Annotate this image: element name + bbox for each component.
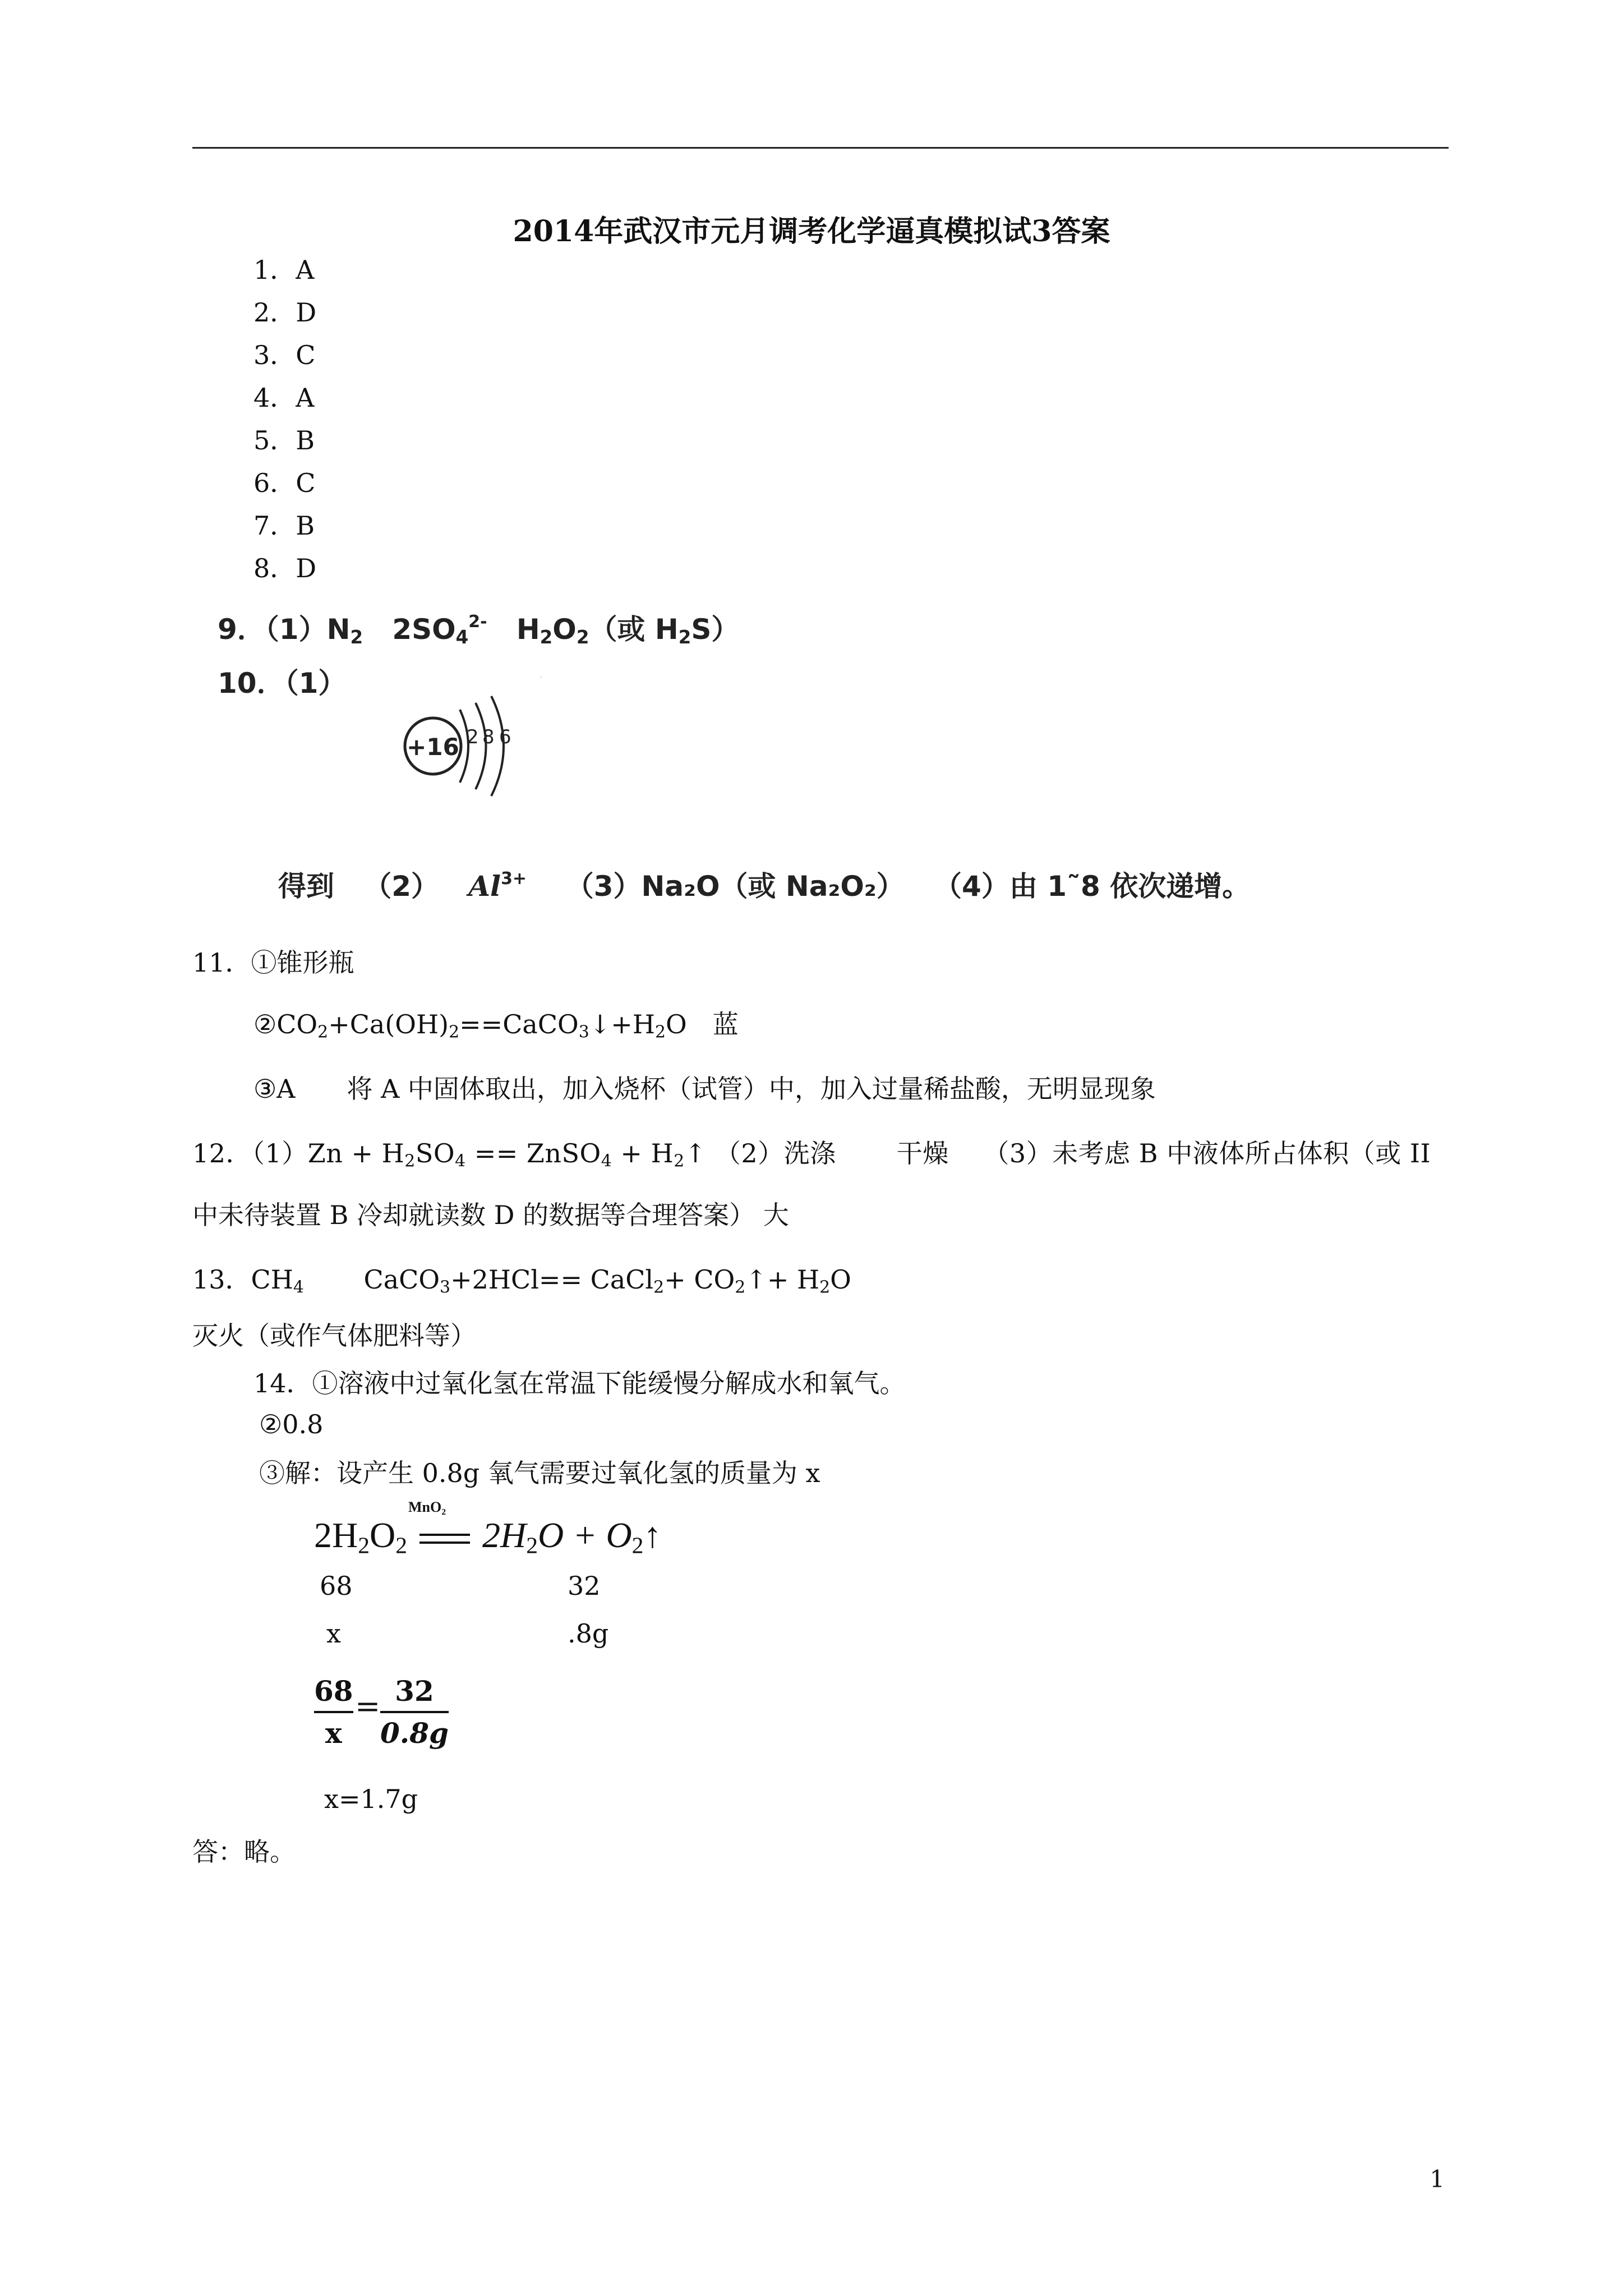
q11-line3: ③A 将 A 中固体取出，加入烧杯（试管）中，加入过量稀盐酸，无明显现象 (253, 1074, 1156, 1104)
q12-line2: 中未待装置 B 冷却就读数 D 的数据等合理答案） 大 (192, 1200, 789, 1230)
mass-ratio-o2: 32 (568, 1571, 601, 1601)
q11-line1: 11．①锥形瓶 (192, 947, 354, 978)
q10-label: 10．（1） (218, 667, 347, 700)
final-answer: 答：略。 (192, 1837, 296, 1867)
header-rule (192, 147, 1449, 149)
q9-line: 9．$(1)N_2$ $2SO_4^{2-}$ $H_2O_2$（或 $H_2S$） (218, 612, 740, 648)
page-title: 2014年武汉市元月调考化学逼真模拟试3答案 (513, 214, 1110, 249)
nucleus-charge: +16 (407, 733, 459, 761)
shell-electrons-2: 8 (482, 726, 495, 748)
result-x: x=1.7g (324, 1784, 418, 1814)
q13-line1: 13．$CH_4$ CaCO$_3$+2HCl== CaCl$_2$+ $CO_2↑+ H_2O$ (192, 1264, 851, 1297)
unknown-mass-x: x (326, 1618, 341, 1649)
fraction-68-over-x: 68 x (314, 1674, 353, 1750)
answer-8: 8．D (253, 553, 317, 583)
answer-6: 6．C (253, 468, 316, 498)
answer-2: 2．D (253, 297, 317, 328)
reaction-equation: $2H_2O_2$ $2H_2O$ + $O_2↑$ (314, 1515, 662, 1558)
answer-7: 7．B (253, 510, 315, 541)
catalyst-label: MnO₂ (408, 1499, 446, 1515)
q12-line1: 12．$(1)Zn + H_2SO_4$ == ZnSO$_4$ + $H_2↑$ （2）洗涤 干燥 （3）未考虑 B 中液体所占体积（或 II (192, 1138, 1431, 1171)
answer-4: 4．A (253, 383, 315, 413)
known-mass-o2: .8g (568, 1618, 609, 1649)
answer-5: 5．B (253, 425, 315, 455)
shell-electrons-1: 2 (467, 726, 479, 748)
answer-1: 1．A (253, 255, 315, 285)
shell-electrons-3: 6 (499, 726, 511, 748)
q13-line2: 灭火（或作气体肥料等） (192, 1320, 476, 1351)
mass-ratio-h2o2: 68 (320, 1571, 353, 1601)
q14-line1: 14．①溶液中过氧化氢在常温下能缓慢分解成水和氧气。 (253, 1368, 906, 1398)
equals-double-line (419, 1534, 470, 1544)
q14-line3: ③解：设产生 0.8g 氧气需要过氧化氢的质量为 x (259, 1458, 820, 1488)
answer-3: 3．C (253, 340, 316, 370)
fraction-32-over-0.8g: 32 0.8g (380, 1674, 449, 1750)
sulfur-atom-structure-diagram (393, 687, 527, 805)
fraction-equals: = (355, 1688, 381, 1724)
q11-line2: $②CO_2+Ca(OH)_2==CaCO_3↓+H_2O$ 蓝 (253, 1009, 739, 1042)
page-number: 1 (1430, 2165, 1445, 2193)
q10-line2: 得到 （2） $Al^{3+}$ （3）Na₂O（或 Na₂O₂） （4）由 1˜8 依次递增。 (278, 869, 1251, 903)
q14-line2: ②0.8 (259, 1409, 324, 1439)
